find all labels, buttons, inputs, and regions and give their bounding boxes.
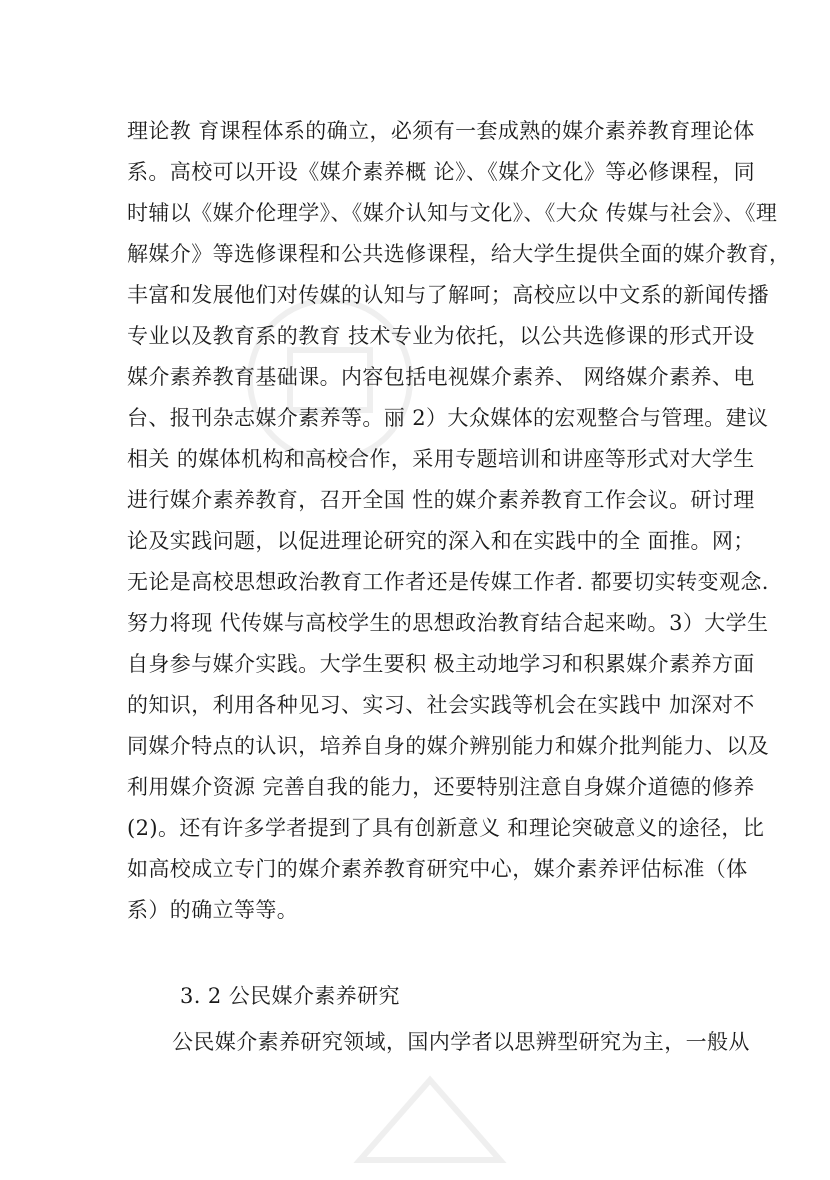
text-line: 时辅以《媒介伦理学》、《媒介认知与文化》、《大众 传媒与社会》、《理: [127, 201, 778, 225]
section-heading: 3. 2 公民媒介素养研究: [180, 984, 400, 1008]
text-line: 进行媒介素养教育，召开全国 性的媒介素养教育工作会议。研讨理: [127, 488, 755, 512]
text-line: 的知识，利用各种见习、实习、社会实践等机会在实践中 加深对不: [127, 693, 755, 717]
text-line: 台、报刊杂志媒介素养等。丽 2）大众媒体的宏观整合与管理。建议: [127, 406, 769, 430]
text-line: 系。高校可以开设《媒介素养概 论》、《媒介文化》等必修课程，同: [127, 160, 756, 184]
text-line: 同媒介特点的认识，培养自身的媒介辨别能力和媒介批判能力、以及: [127, 734, 769, 758]
section-first-line: 公民媒介素养研究领域，国内学者以思辨型研究为主，一般从: [172, 1030, 750, 1054]
watermark-graphic-bottom: [340, 1060, 520, 1180]
text-line: 自身参与媒介实践。大学生要积 极主动地学习和积累媒介素养方面: [127, 652, 755, 676]
text-line: 理论教 育课程体系的确立，必须有一套成熟的媒介素养教育理论体: [127, 119, 755, 143]
text-line: (2)。还有许多学者提到了具有创新意义 和理论突破意义的途径，比: [127, 816, 765, 840]
text-line: 系）的确立等等。: [127, 898, 299, 922]
text-line: 努力将现 代传媒与高校学生的思想政治教育结合起来呦。3）大学生: [127, 611, 769, 635]
text-line: 专业以及教育系的教育 技术专业为依托，以公共选修课的形式开设: [127, 324, 755, 348]
text-line: 解媒介》等选修课程和公共选修课程，给大学生提供全面的媒介教育，: [127, 242, 791, 266]
text-line: 相关 的媒体机构和高校合作，采用专题培训和讲座等形式对大学生: [127, 447, 755, 471]
text-line: 媒介素养教育基础课。内容包括电视媒介素养、 网络媒介素养、电: [127, 365, 755, 389]
text-line: 丰富和发展他们对传媒的认知与了解呵；高校应以中文系的新闻传播: [127, 283, 769, 307]
text-line: 利用媒介资源 完善自我的能力，还要特别注意自身媒介道德的修养: [127, 775, 755, 799]
text-line: 如高校成立专门的媒介素养教育研究中心，媒介素养评估标准（体: [127, 857, 748, 881]
text-line: 无论是高校思想政治教育工作者还是传媒工作者. 都要切实转变观念.: [127, 570, 769, 594]
text-line: 论及实践问题，以促进理论研究的深入和在实践中的全 面推。网；: [127, 529, 755, 553]
